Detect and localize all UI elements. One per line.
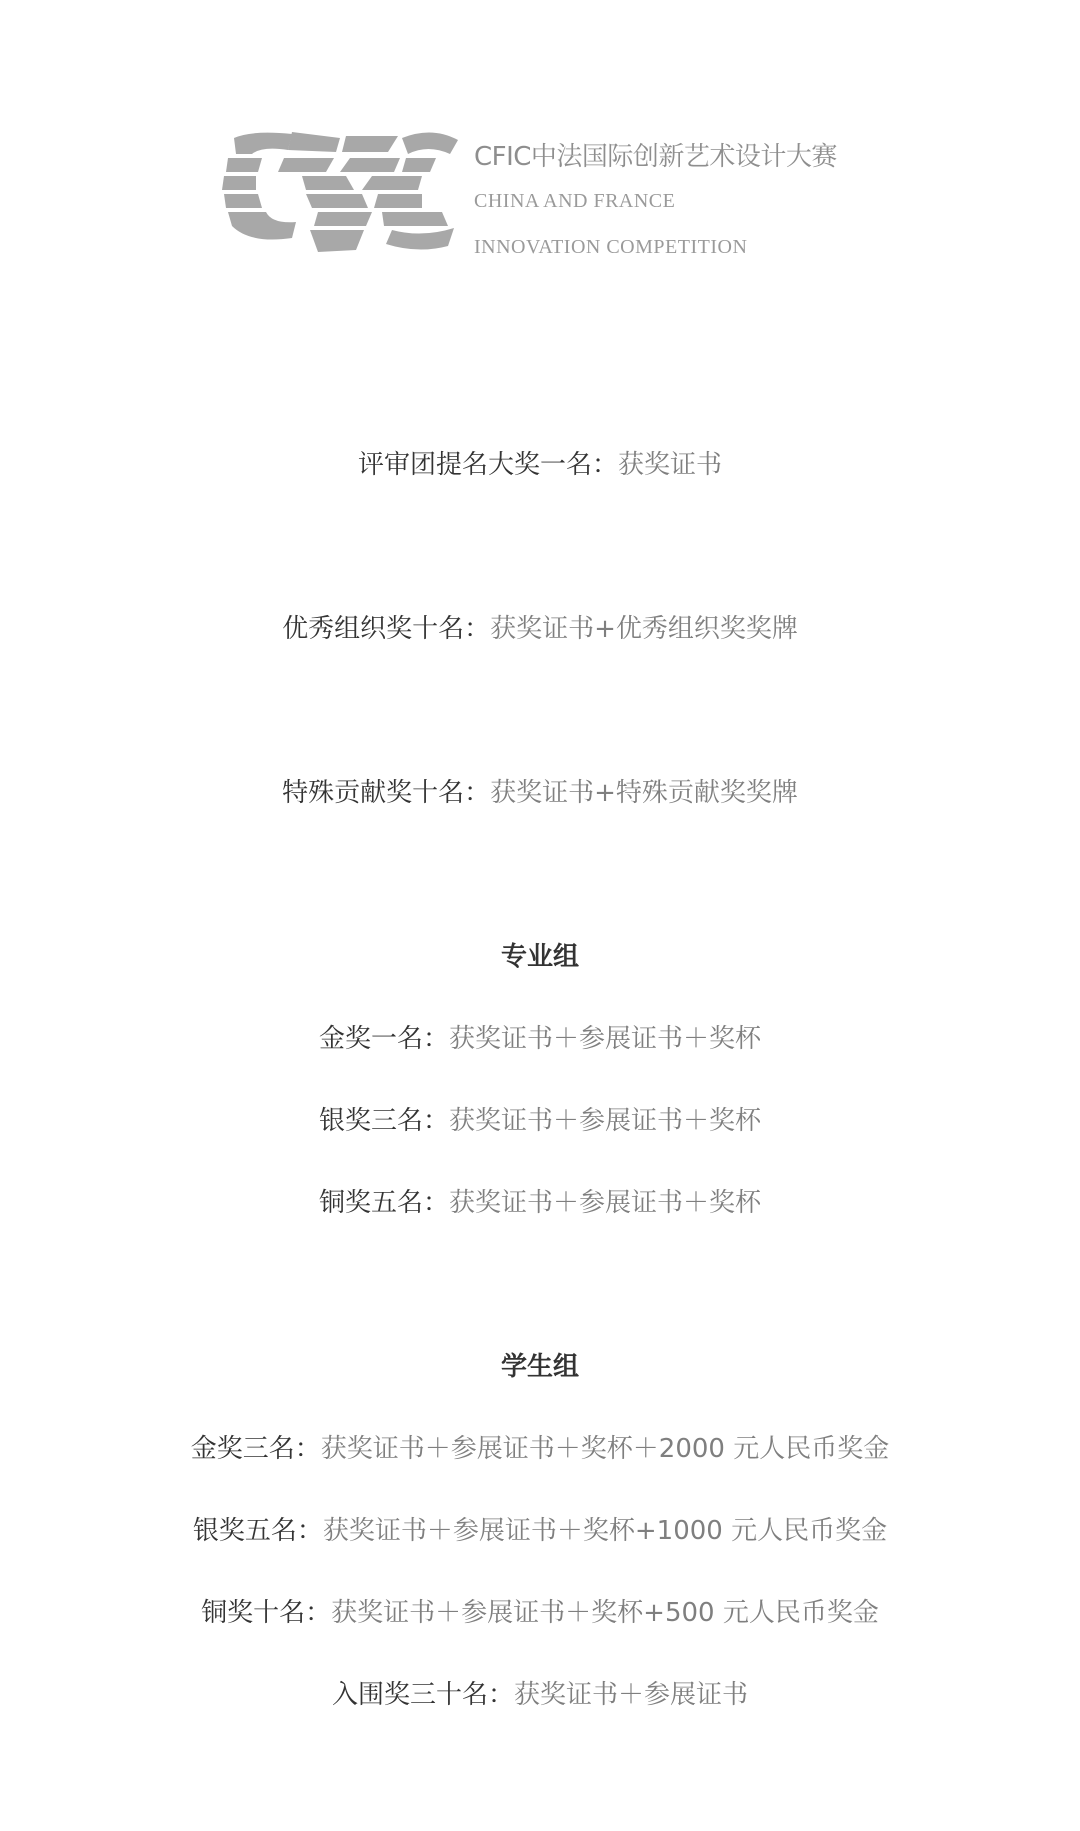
- award-jury-nomination: [0, 448, 1080, 482]
- student-finalist-award: [0, 1678, 1080, 1712]
- award-label: 铜奖十名：: [201, 1598, 332, 1628]
- award-value: 获奖证书＋参展证书＋奖杯: [449, 1106, 762, 1136]
- award-value: 获奖证书＋参展证书: [514, 1680, 749, 1710]
- award-label: 金奖一名：: [318, 1024, 449, 1054]
- award-value: 获奖证书: [618, 450, 723, 480]
- logo-chinese-title: CFIC中法国际创新艺术设计大赛: [474, 142, 837, 172]
- professional-group-heading: 专业组: [500, 942, 579, 972]
- award-value: 获奖证书＋参展证书＋奖杯+1000 元人民币奖金: [322, 1516, 888, 1546]
- professional-gold-award: [0, 1022, 1080, 1056]
- award-special-contribution: [0, 776, 1080, 810]
- award-label: 金奖三名：: [190, 1434, 321, 1464]
- award-value: 获奖证书＋参展证书＋奖杯+500 元人民币奖金: [331, 1598, 879, 1628]
- student-bronze-award: [0, 1596, 1080, 1630]
- award-value: 获奖证书＋参展证书＋奖杯: [449, 1024, 762, 1054]
- award-value: 获奖证书＋参展证书＋奖杯＋2000 元人民币奖金: [320, 1434, 890, 1464]
- award-label: 银奖三名：: [318, 1106, 449, 1136]
- award-label: 铜奖五名：: [318, 1188, 449, 1218]
- cfic-logo: [222, 120, 837, 270]
- award-value: 获奖证书+优秀组织奖奖牌: [490, 614, 798, 644]
- award-label: 银奖五名：: [192, 1516, 323, 1546]
- cfic-logo-mark: [222, 128, 458, 260]
- professional-silver-award: [0, 1104, 1080, 1138]
- award-label: 优秀组织奖十名：: [282, 614, 491, 644]
- student-group-heading: 学生组: [500, 1352, 579, 1382]
- student-silver-award: [0, 1514, 1080, 1548]
- award-label: 评审团提名大奖一名：: [357, 450, 618, 480]
- logo-english-line-1: CHINA AND FRANCE: [474, 190, 676, 212]
- award-value: 获奖证书＋参展证书＋奖杯: [449, 1188, 762, 1218]
- logo-english-line-2: INNOVATION COMPETITION: [474, 236, 748, 258]
- student-gold-award: [0, 1432, 1080, 1466]
- award-value: 获奖证书+特殊贡献奖奖牌: [490, 778, 798, 808]
- professional-bronze-award: [0, 1186, 1080, 1220]
- award-label: 入围奖三十名：: [331, 1680, 514, 1710]
- award-label: 特殊贡献奖十名：: [282, 778, 491, 808]
- award-excellent-organization: [0, 612, 1080, 646]
